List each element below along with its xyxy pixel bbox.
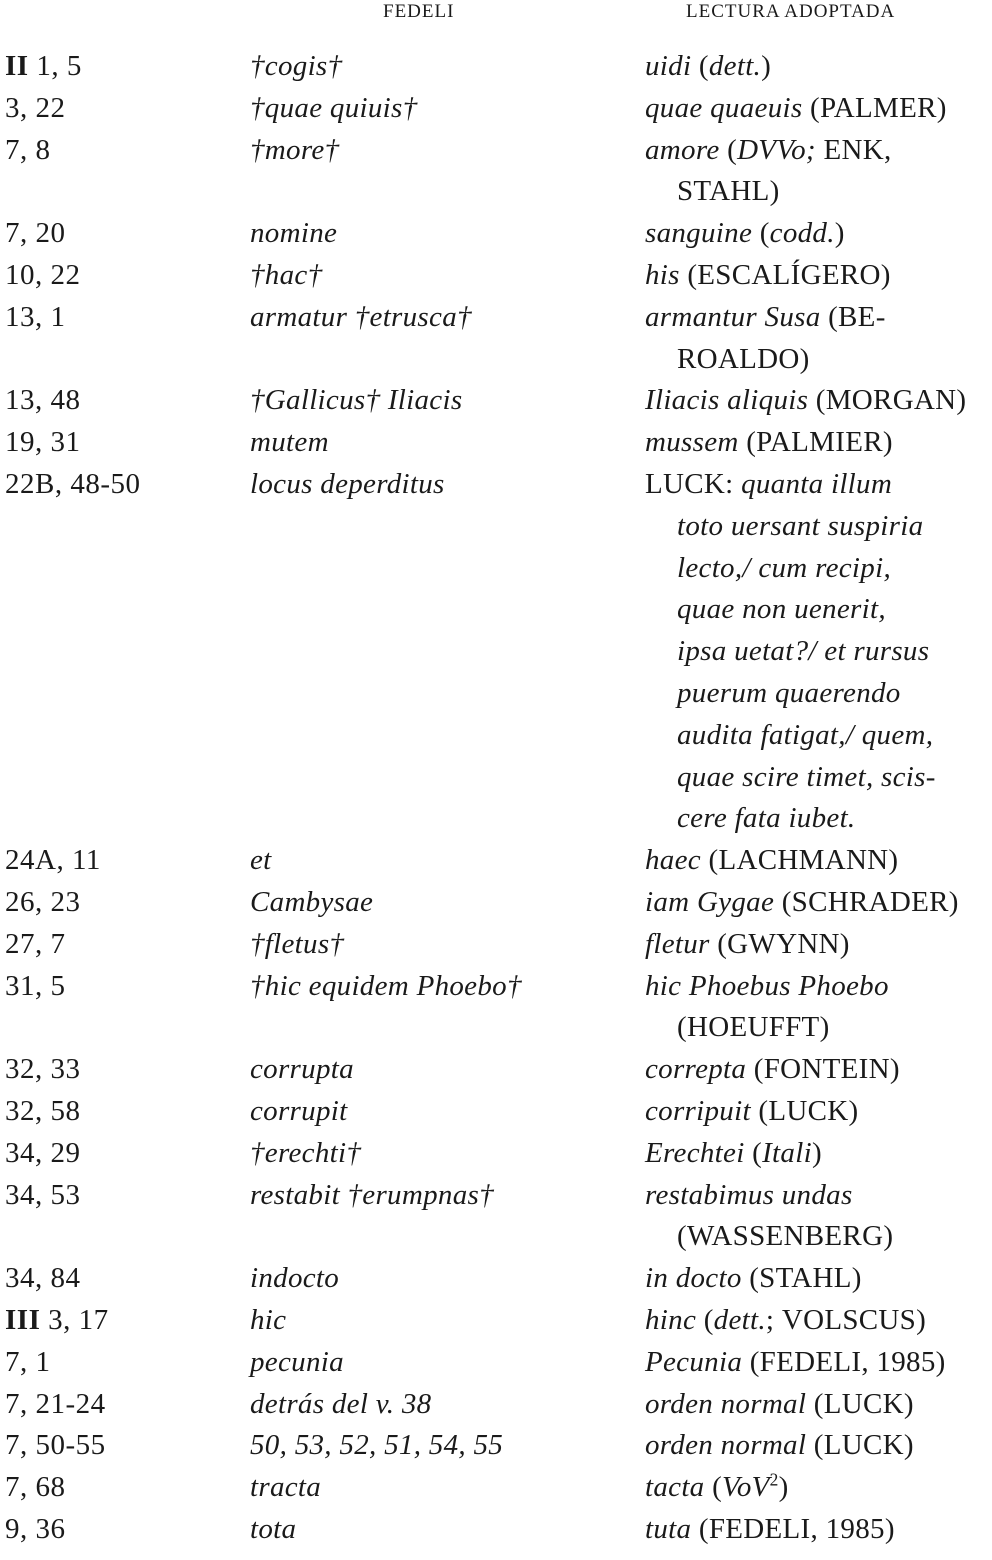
table-row bbox=[0, 1509, 992, 1551]
fedeli-reading: †cogis† bbox=[250, 50, 343, 82]
table-row bbox=[0, 1342, 992, 1384]
table-row bbox=[0, 1300, 992, 1342]
table-row bbox=[0, 422, 992, 464]
table-row bbox=[0, 1091, 992, 1133]
source-citation: (PALMIER) bbox=[746, 426, 893, 459]
table-row bbox=[0, 966, 992, 1050]
fedeli-reading: †more† bbox=[250, 133, 340, 166]
fedeli-reading: Cambysae bbox=[250, 885, 374, 918]
adopted-reading: correpta (FONTEIN) bbox=[645, 1053, 900, 1086]
verse-reference: 7, 1 bbox=[5, 1345, 51, 1378]
verse-reference: 3, 22 bbox=[5, 91, 66, 124]
table-row bbox=[0, 1467, 992, 1509]
source-citation: (LUCK) bbox=[758, 1094, 859, 1127]
adopted-reading: Erechtei (Itali) bbox=[645, 1136, 822, 1169]
adopted-reading: tacta (VoV$^2$) bbox=[645, 1469, 789, 1504]
verse-reference: II 1, 5 bbox=[5, 50, 82, 82]
verse-reference: 13, 48 bbox=[5, 384, 81, 417]
table-row bbox=[0, 1258, 992, 1300]
table-row bbox=[0, 1175, 992, 1259]
source-citation: ENK, bbox=[823, 133, 892, 166]
verse-reference: 34, 84 bbox=[5, 1262, 81, 1295]
source-citation: (FEDELI, 1985) bbox=[698, 1512, 895, 1545]
source-citation: (FONTEIN) bbox=[753, 1053, 900, 1086]
verse-reference: 7, 50-55 bbox=[5, 1429, 106, 1462]
table-row bbox=[0, 213, 992, 255]
verse-reference: 34, 53 bbox=[5, 1178, 81, 1211]
verse-reference: 7, 68 bbox=[5, 1471, 66, 1504]
adopted-reading: Iliacis aliquis (MORGAN) bbox=[645, 384, 967, 417]
source-citation: (SCHRADER) bbox=[781, 885, 959, 918]
verse-reference: 19, 31 bbox=[5, 426, 81, 459]
verse-reference: 7, 21-24 bbox=[5, 1387, 106, 1420]
table-row bbox=[0, 255, 992, 297]
adopted-reading: tuta (FEDELI, 1985) bbox=[645, 1512, 895, 1545]
fedeli-reading: nomine bbox=[250, 217, 338, 250]
adopted-reading: quae quaeuis (PALMER) bbox=[645, 91, 947, 124]
adopted-reading: LUCK: quanta illum toto uersant suspiria lecto,/ cum recipi, quae non uenerit, ipsa uetat?/ et rursus puerum quaerendo audita fatigat,/ quem, quae scire timet, scis- cere fata iubet. bbox=[645, 467, 936, 835]
verse-reference: 9, 36 bbox=[5, 1512, 66, 1545]
adopted-reading: Pecunia (FEDELI, 1985) bbox=[645, 1345, 946, 1378]
source-citation: (FEDELI, 1985) bbox=[749, 1345, 946, 1378]
verse-reference: 32, 33 bbox=[5, 1053, 81, 1086]
adopted-reading: armantur Susa (BE- ROALDO) bbox=[645, 300, 886, 375]
adopted-reading: iam Gygae (SCHRADER) bbox=[645, 885, 959, 918]
fedeli-reading: indocto bbox=[250, 1262, 340, 1295]
adopted-reading: restabimus undas (WASSENBERG) bbox=[645, 1178, 894, 1253]
source-citation: ROALDO) bbox=[677, 342, 810, 375]
fedeli-reading: corrupit bbox=[250, 1094, 348, 1127]
verse-reference: 31, 5 bbox=[5, 969, 66, 1002]
verse-reference: 32, 58 bbox=[5, 1094, 81, 1127]
adopted-reading: hinc (dett.; VOLSCUS) bbox=[645, 1303, 927, 1336]
fedeli-reading: 50, 53, 52, 51, 54, 55 bbox=[250, 1429, 504, 1462]
table-row bbox=[0, 88, 992, 130]
table-row bbox=[0, 1049, 992, 1091]
source-citation: (BE- bbox=[828, 300, 886, 333]
source-citation: (ESCALÍGERO) bbox=[687, 258, 891, 291]
verse-reference: 24A, 11 bbox=[5, 844, 101, 877]
adopted-reading: amore (DVVo; ENK, STAHL) bbox=[645, 133, 892, 208]
table-row bbox=[0, 840, 992, 882]
verse-reference: 27, 7 bbox=[5, 927, 66, 960]
source-citation: (PALMER) bbox=[810, 91, 947, 124]
book-number: III bbox=[5, 1303, 41, 1336]
fedeli-reading: locus deperditus bbox=[250, 467, 445, 500]
table-row bbox=[0, 882, 992, 924]
table-row bbox=[0, 130, 992, 214]
fedeli-reading: et bbox=[250, 844, 272, 877]
source-citation: LUCK: bbox=[645, 467, 734, 500]
verse-reference: 13, 1 bbox=[5, 300, 66, 333]
fedeli-reading: †hic equidem Phoebo† bbox=[250, 969, 522, 1002]
adopted-reading: uidi (dett.) bbox=[645, 50, 772, 82]
source-citation: (HOEUFFT) bbox=[677, 1011, 830, 1044]
verse-reference: 26, 23 bbox=[5, 885, 81, 918]
adopted-reading: corripuit (LUCK) bbox=[645, 1094, 859, 1127]
table-row bbox=[0, 464, 992, 840]
fedeli-reading: †Gallicus† Iliacis bbox=[250, 384, 463, 417]
readings-table bbox=[0, 46, 992, 1551]
source-citation: VOLSCUS) bbox=[781, 1303, 927, 1336]
header-fedeli: FEDELI bbox=[383, 1, 455, 22]
fedeli-reading: pecunia bbox=[250, 1345, 344, 1378]
fedeli-reading: hic bbox=[250, 1303, 287, 1336]
source-citation: STAHL) bbox=[677, 175, 780, 208]
source-citation: (STAHL) bbox=[749, 1262, 862, 1295]
table-row bbox=[0, 46, 992, 88]
source-citation: (LUCK) bbox=[813, 1429, 914, 1462]
table-row bbox=[0, 924, 992, 966]
table-row bbox=[0, 1425, 992, 1467]
fedeli-reading: †fletus† bbox=[250, 927, 345, 960]
adopted-reading: haec (LACHMANN) bbox=[645, 844, 899, 877]
verse-reference: 34, 29 bbox=[5, 1136, 81, 1169]
adopted-reading: orden normal (LUCK) bbox=[645, 1429, 914, 1462]
verse-reference: 7, 8 bbox=[5, 133, 51, 166]
fedeli-reading: corrupta bbox=[250, 1053, 354, 1086]
adopted-reading: mussem (PALMIER) bbox=[645, 426, 893, 459]
header-lectura-adoptada: LECTURA ADOPTADA bbox=[686, 1, 896, 22]
table-row bbox=[0, 297, 992, 381]
adopted-reading: his (ESCALÍGERO) bbox=[645, 258, 891, 291]
table-row bbox=[0, 1133, 992, 1175]
adopted-reading: fletur (GWYNN) bbox=[645, 927, 850, 960]
source-citation: (LUCK) bbox=[813, 1387, 914, 1420]
verse-reference: 22B, 48-50 bbox=[5, 467, 141, 500]
fedeli-reading: tracta bbox=[250, 1471, 322, 1504]
fedeli-reading: detrás del v. 38 bbox=[250, 1387, 432, 1420]
fedeli-reading: †erechti† bbox=[250, 1136, 362, 1169]
fedeli-reading: tota bbox=[250, 1512, 297, 1545]
source-citation: (LACHMANN) bbox=[708, 844, 899, 877]
table-row bbox=[0, 1384, 992, 1426]
fedeli-reading: †hac† bbox=[250, 258, 323, 291]
fedeli-reading: mutem bbox=[250, 426, 329, 459]
fedeli-reading: †quae quiuis† bbox=[250, 91, 418, 124]
fedeli-reading: armatur †etrusca† bbox=[250, 300, 472, 333]
verse-reference: 7, 20 bbox=[5, 217, 66, 250]
source-citation: (WASSENBERG) bbox=[677, 1220, 894, 1253]
adopted-reading: in docto (STAHL) bbox=[645, 1262, 862, 1295]
adopted-reading: sanguine (codd.) bbox=[645, 217, 845, 250]
source-citation: (GWYNN) bbox=[717, 927, 850, 960]
verse-reference: 10, 22 bbox=[5, 258, 81, 291]
adopted-reading: hic Phoebus Phoebo (HOEUFFT) bbox=[645, 969, 889, 1044]
fedeli-reading: restabit †erumpnas† bbox=[250, 1178, 494, 1211]
verse-reference: III 3, 17 bbox=[5, 1303, 109, 1336]
adopted-reading: orden normal (LUCK) bbox=[645, 1387, 914, 1420]
table-row bbox=[0, 380, 992, 422]
source-citation: (MORGAN) bbox=[815, 384, 967, 417]
book-number: II bbox=[5, 50, 29, 82]
